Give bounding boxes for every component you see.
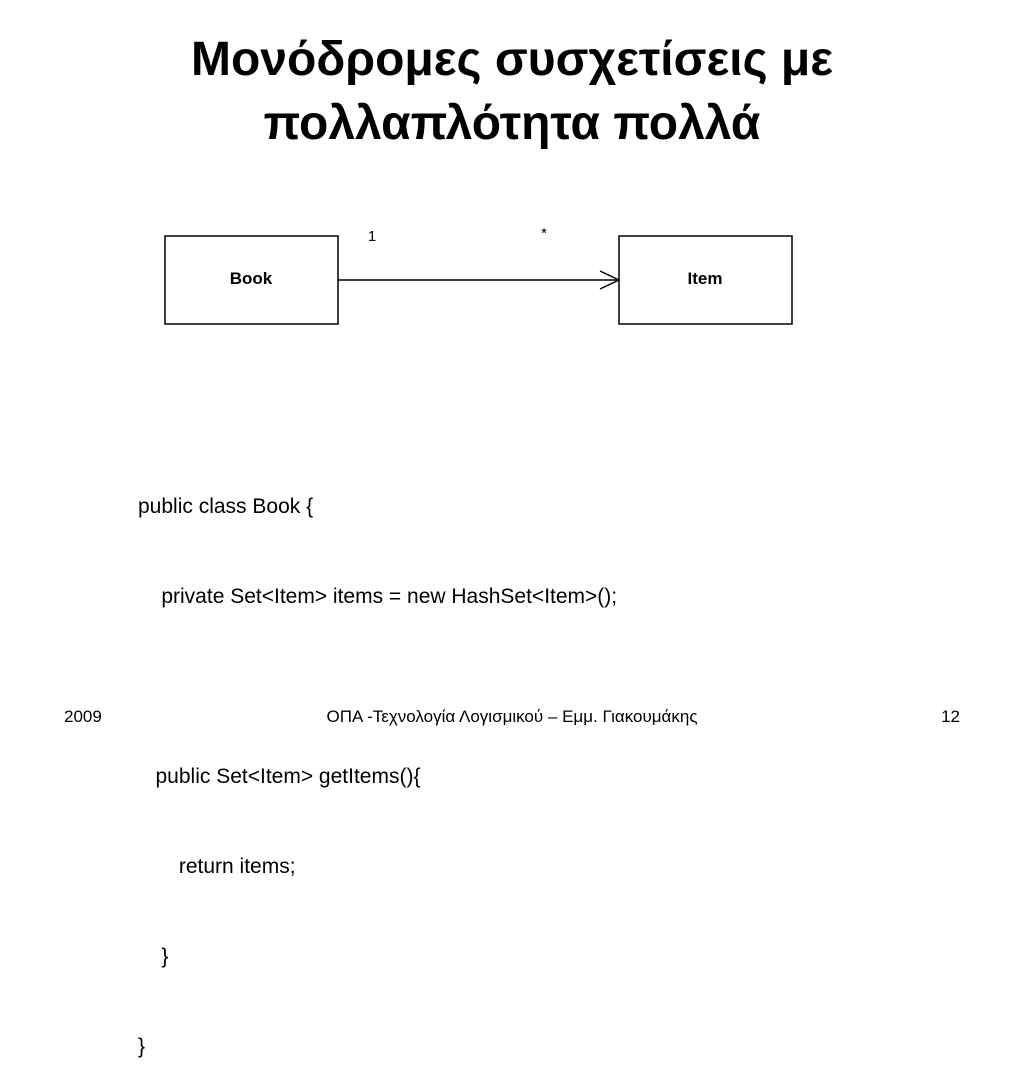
slide-title-line-2: πολλαπλότητα πολλά [263, 97, 761, 150]
item-class-label: Item [687, 269, 723, 288]
code-line: private Set<Item> items = new HashSet<Item>(); [138, 585, 618, 608]
code-block [138, 432, 617, 1092]
book-class-label: Book [229, 269, 273, 288]
code-line: return items; [138, 855, 296, 878]
slide-title-line-1: Μονόδρομες συσχετίσεις με [190, 33, 834, 86]
code-line: } [138, 1035, 146, 1058]
source-multiplicity-label: 1 [367, 228, 377, 245]
code-line: } [138, 945, 169, 968]
code-line: public class Book { [138, 495, 314, 518]
code-line [138, 672, 617, 702]
footer-year: 2009 [64, 707, 102, 726]
footer-page-number: 12 [941, 707, 960, 726]
footer-course-author: ΟΠΑ -Τεχνολογία Λογισμικού – Εμμ. Γιακουμάκης [326, 707, 698, 726]
code-line: public Set<Item> getItems(){ [138, 765, 421, 788]
target-multiplicity-label: * [541, 225, 547, 242]
